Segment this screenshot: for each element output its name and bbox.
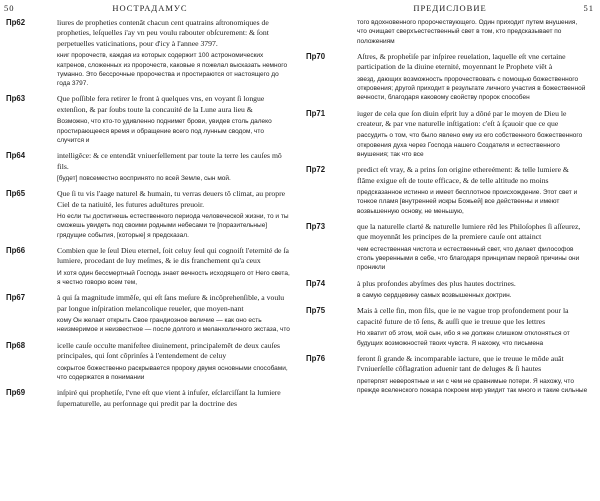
entry-pr62 — [6, 18, 290, 49]
entry-label: Пр74 — [306, 278, 326, 288]
entry-pr63 — [6, 94, 290, 145]
french-text: intelligẽce: & ce entendãt vniuerſellement par toute la terre les cauſes mõ fils. — [57, 151, 282, 171]
entry-pr76 — [306, 354, 588, 395]
french-text: Que poſſible fera retirer le front à quelques vns, en voyant ſi longue extenſion, & par ſoubs toute la concauité de la Lune aura lieu & — [57, 94, 265, 114]
entry-label: Пр62 — [6, 18, 26, 27]
lead-russian-continuation — [306, 18, 588, 46]
entry-label: Пр71 — [306, 108, 326, 118]
russian-text: Возможно, что кто-то удивленно поднимет брови, увидев столь далеко простирающееся время и обращение всего под лунным сводом, что случится и — [57, 118, 272, 144]
entry-pr72 — [306, 165, 588, 216]
left-page-body — [0, 18, 300, 501]
russian-text: звезд, дающих возможность пророчествовать с помощью божественного откровения; другой приходит в результате личного участия в божественной вечности, благодаря каковому свойству пророк способен — [357, 75, 586, 102]
french-text: iuger de cela que ſon diuin eſprit luy a dõné par le moyen de Dieu le createur, & par vne naturelle inſtigation: c'eſt à ſçauoir que ce que — [357, 108, 567, 128]
entry-pr73 — [306, 222, 588, 273]
russian-text: сокрытое божественно раскрывается пророку двумя основными способами, что содержатся в понимании — [57, 364, 288, 381]
right-page-header — [300, 3, 600, 15]
french-text: Combien que le ſeul Dieu eternel, ſoit celuy ſeul qui cognoiſt l'eternité de ſa lumiere, procedant de luy meſmes, & ie dis franchement qu'a ceux — [57, 245, 289, 266]
entry-pr70 — [306, 52, 588, 103]
entry-label: Пр76 — [306, 353, 326, 363]
entry-label: Пр69 — [6, 388, 26, 398]
entry-label: Пр73 — [306, 222, 326, 231]
entry-pr66 — [6, 246, 290, 287]
russian-text: И хотя один бессмертный Господь знает вечность исходящего от Него света, я честно говорю всем тем, — [57, 269, 290, 287]
right-page-body — [300, 18, 600, 501]
russian-text: кому Он желает открыть Свое грандиозное величие — как оно есть неизмеримое и неизвестное — после долгого и меланхоличного экстаза, что — [57, 317, 290, 334]
entry-pr74 — [306, 279, 588, 301]
russian-text: чем естественная чистота и естественный свет, что делает философов столь уверенными в себе, что благодаря принципам первой причины они проникли — [357, 245, 580, 272]
entry-label: Пр72 — [306, 165, 326, 175]
russian-text: претерпят невероятные и ни с чем не сравнимые потери. Я нахожу, что прежде вселенского пожара покроем мир увидит так много и такие сильные — [357, 377, 588, 394]
russian-text: Но хватит об этом, мой сын, ибо я не должен слишком отклоняться от будущих возможностей твоих чувств. Я нахожу, что письмена — [357, 330, 570, 347]
entry-pr65 — [6, 189, 290, 240]
russian-text: Но если ты достигнешь естественного периода человеческой жизни, то и ты сможешь увидеть под своими родными небесами те [поразительные] грядущие события, [которые] я предсказал. — [57, 213, 289, 239]
entry-label: Пр68 — [6, 340, 26, 350]
left-page-header — [0, 3, 300, 15]
entry-pr71 — [306, 109, 588, 160]
entry-label: Пр63 — [6, 94, 26, 104]
french-text: liures de propheties contenãt chacun cent quatrains aſtronomiques de propheties, leſquelles i'ay vn peu voulu rabouter obſcurement: & ſont perpetuelles vaticinations, pour d'icy à l'annee 3797. — [57, 18, 269, 48]
entry-pr68 — [6, 341, 290, 382]
entry-label: Пр65 — [6, 189, 26, 199]
russian-text: предсказанное истинно и имеет бесплотное происхождение. Этот свет и тонкое пламя [внутренней искры Божьей] все действенны и имеют возвышенную основу, не меньшую, — [357, 189, 578, 215]
left-running-head: НОСТРАДАМУС — [112, 3, 188, 13]
entry-label: Пр75 — [306, 306, 326, 316]
right-page-number: 51 — [583, 3, 594, 13]
right-page — [300, 0, 600, 501]
russian-text: рассудить о том, что было явлено ему из его собственного божественного откровения духа через Господа нашего Создателя и естественного внушения; так что все — [357, 132, 583, 158]
entry-pr69 — [6, 388, 290, 409]
entry-label: Пр64 — [6, 151, 26, 161]
french-text: que la naturelle clarté & naturelle lumiere rẽd les Philoſophes ſi aſſeurez, que moyennãt les principes de la premiere cauſe ont attainct — [357, 222, 581, 242]
french-text: Mais à celle fin, mon fils, que ie ne vague trop profondement pour la capacité future de tõ ſens, & auſſi que ie treuue que les lettres — [357, 306, 569, 326]
french-text: feront ſi grande & incomparable iacture, que ie treuue le mõde auãt l'vniuerſelle cõflagration aduenir tant de deluges & ſi hautes — [357, 353, 564, 374]
russian-text: книг пророчеств, каждая из которых содержит 100 астрономических катренов, сложенных из пророчеств, каковые я пожелал высказать немного туманно. Это бессрочные пророчества и простираются от настоящего до года 3797. — [57, 52, 288, 88]
left-page-number: 50 — [4, 3, 15, 13]
entry-label: Пр70 — [306, 51, 326, 61]
french-text: Aſtres, & propheṫiſe par inſpiree reuelation, laquelle eſt vne certaine participation de la diuine eternité, moyennant le Prophete viẽt à — [357, 51, 566, 72]
entry-pr75 — [306, 306, 588, 347]
russian-text: [будет] повсеместно воспринято по всей Земле, сын мой. — [57, 174, 231, 182]
lead-russian-continuation — [6, 51, 290, 88]
russian-text: в самую сердцевину самых возвышенных доктрин. — [357, 292, 512, 300]
russian-text: того вдохновенного пророчествующего. Один приходит путем внушения, что очищает сверхъестественный свет в том, кто предсказывает по положениям — [357, 19, 578, 45]
french-text: inſpiré qui prophetiſe, l'vne eſt que vient à infuſer, eſclarciſſant la lumiere ſupernaturelle, au perſonnage qui predit par la doctrine des — [57, 388, 281, 408]
entry-label: Пр66 — [6, 245, 26, 255]
french-text: à plus profondes abyſmes des plus hautes doctrines. — [357, 278, 516, 288]
right-running-head: ПРЕДИСЛОВИЕ — [413, 3, 487, 13]
entry-label: Пр67 — [6, 293, 26, 303]
entry-pr67 — [6, 293, 290, 334]
french-text: predict eſt vray, & a prins ſon origine ethereément: & telle lumiere & flãme exigue eſt de toute efficace, & de telle altitude no moins — [357, 165, 569, 185]
french-text: icelle cauſe occulte manifeſtee diuinement, principalemẽt de deux cauſes principales, qui ſont cõprinſes à l'entendement de celuy — [57, 340, 281, 361]
entry-pr64 — [6, 151, 290, 183]
french-text: à qui ſa magnitude immẽſe, qui eſt ſans meſure & incõprehenſible, a voulu par longue inſpiration melancolique reueler, que moyen-nant — [57, 293, 285, 313]
french-text: Que ſi tu vis l'aage naturel & humain, tu verras deuers tõ climat, au propre Ciel de ta natiuité, les futures aduẽtures preuoir. — [57, 189, 286, 209]
